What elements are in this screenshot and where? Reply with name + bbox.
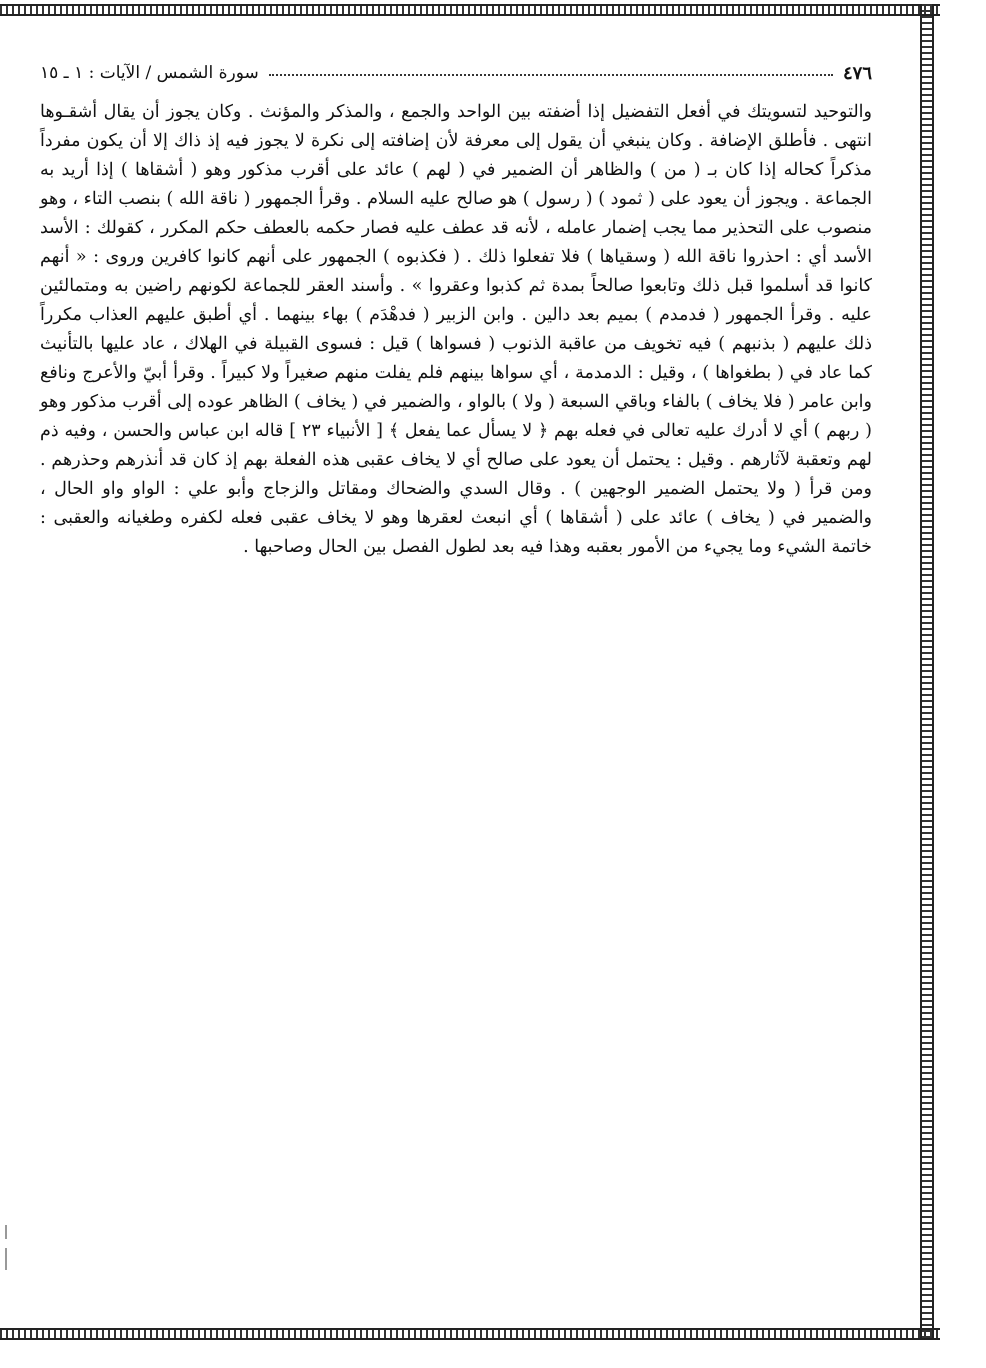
decorative-top-border (0, 4, 940, 16)
decorative-right-border (920, 4, 934, 1340)
scan-mark (5, 1225, 7, 1239)
body-paragraph: والتوحيد لتسويتك في أفعل التفضيل إذا أضفته بين الواحد والجمع ، والمذكر والمؤنث . وكان يجوز أن يقال أشقـوها انتهى . فأطلق الإضافة . وكان ينبغي أن يقول إلى معرفة لأن إضافته إلى نكرة لا يجوز فيه إذ ذاك إلا أن يكون مفرداً مذكراً كحاله إذا كان بـ ( من ) والظاهر أن الضمير في ( لهم ) عائد على أقرب مذكور وهو ( أشقاها ) إذا أريد به الجماعة . ويجوز أن يعود على ( ثمود ) ( رسول ) هو صالح عليه السلام . وقرأ الجمهور ( ناقة الله ) بنصب التاء ، وهو منصوب على التحذير مما يجب إضمار عامله ، لأنه قد عطف عليه فصار حكمه بالعطف حكم المكرر ، كقولك : الأسد الأسد أي : احذروا ناقة الله ( وسقياها ) فلا تفعلوا ذلك . ( فكذبوه ) الجمهور على أنهم كانوا كافرين وروى : « أنهم كانوا قد أسلموا قبل ذلك وتابعوا صالحاً بمدة ثم كذبوا وعقروا » . وأسند العقر للجماعة لكونهم راضين به ومتمالئين عليه . وقرأ الجمهور ( فدمدم ) بميم بعد دالين . وابن الزبير ( فدهْدَم ) بهاء بينهما . أي أطبق عليهم العذاب مكرراً ذلك عليهم ( بذنبهم ) فيه تخويف من عاقبة الذنوب ( فسواها ) قيل : فسوى القبيلة في الهلاك ، عاد عليها بالتأنيث كما عاد في ( بطغواها ) ، وقيل : الدمدمة ، أي سواها بينهم فلم يفلت منهم صغيراً ولا كبيراً . وقرأ أبيّ والأعرج ونافع وابن عامر ( فلا يخاف ) بالفاء وباقي السبعة ( ولا ) بالواو ، والضمير في ( يخاف ) الظاهر عوده إلى أقرب مذكور وهو ( ربهم ) أي لا أدرك عليه تعالى في فعله بهم ﴿ لا يسأل عما يفعل ﴾ [ الأنبياء ٢٣ ] قاله ابن عباس والحسن ، وفيه ذم لهم وتعقبة لآثارهم . وقيل : يحتمل أن يعود على صالح أي لا يخاف عقبى هذه الفعلة بهم إذ كان قد أنذرهم وحذرهم . ومن قرأ ( ولا يحتمل الضمير الوجهين ) . وقال السدي والضحاك ومقاتل والزجاج وأبو علي : الواو واو الحال ، والضمير في ( يخاف ) عائد على ( أشقاها ) أي انبعث لعقرها وهو لا يخاف عقبى فعله لكفره وطغيانه والعقبى : خاتمة الشيء وما يجيء من الأمور بعقبه وهذا فيه بعد لطول الفصل بين الحال وصاحبها . (40, 102, 872, 557)
surah-heading: سورة الشمس / الآيات : ١ ـ ١٥ (40, 63, 259, 83)
decorative-bottom-border (0, 1328, 940, 1340)
dotted-leader (269, 74, 833, 76)
page-number: ٤٧٦ (842, 62, 872, 84)
running-head (40, 58, 872, 88)
scan-mark (5, 1248, 7, 1270)
